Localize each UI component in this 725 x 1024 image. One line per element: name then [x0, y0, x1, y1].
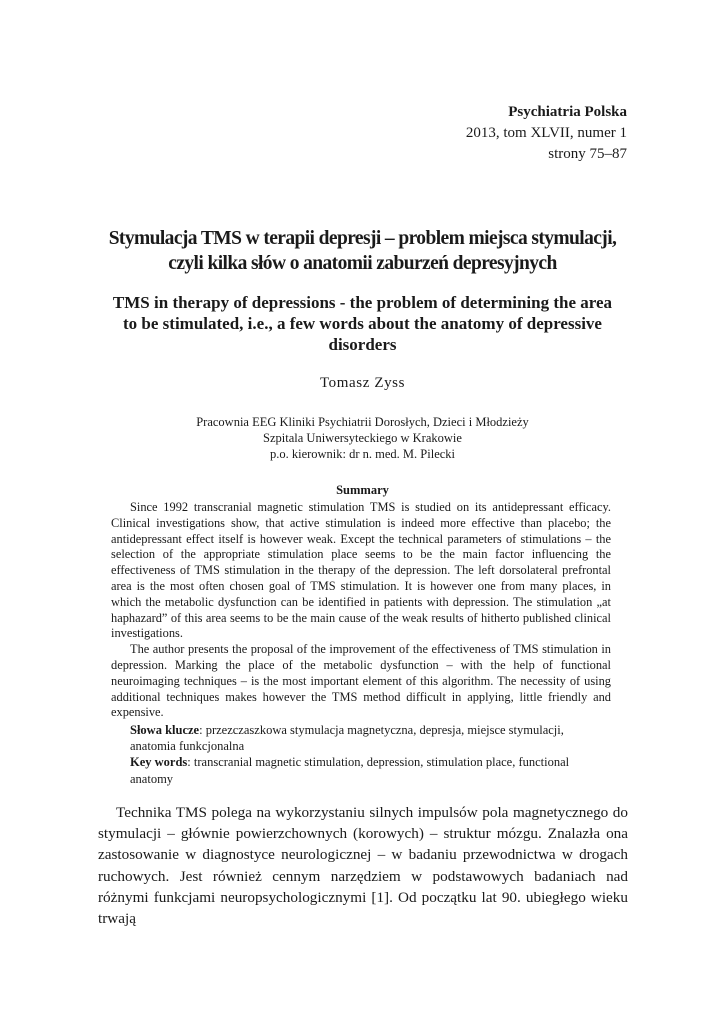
title-english-line: to be stimulated, i.e., a few words about the anatomy of depressive — [123, 314, 602, 333]
body-text — [98, 802, 628, 929]
title-english-line: disorders — [328, 335, 397, 354]
summary-abstract — [111, 500, 611, 721]
title-english — [80, 292, 645, 355]
journal-issue: 2013, tom XLVII, numer 1 — [465, 125, 627, 141]
affiliation — [120, 414, 605, 462]
keywords-block — [130, 722, 610, 787]
title-polish — [60, 226, 665, 276]
summary-heading: Summary — [336, 483, 389, 497]
affiliation-line: Szpitala Uniwersyteckiego w Krakowie — [263, 431, 462, 445]
keywords-polish — [130, 722, 610, 754]
keywords-english-text: : transcranial magnetic stimulation, depression, stimulation place, functional anatomy — [130, 755, 570, 786]
journal-name: Psychiatria Polska — [508, 104, 627, 120]
keywords-english — [130, 754, 610, 786]
title-polish-line: Stymulacja TMS w terapii depresji – problem miejsca stymulacji, — [108, 228, 617, 249]
affiliation-line: p.o. kierownik: dr n. med. M. Pilecki — [269, 447, 456, 461]
title-english-line: TMS in therapy of depressions - the problem of determining the area — [112, 293, 613, 312]
body-paragraph: Technika TMS polega na wykorzystaniu silnych impulsów pola magnetycznego do stymulacji – głównie powierzchownych (korowych) – struktur mózgu. Znalazła ona zastosowanie w diagnostyce neurologicznej – w badaniu przewodnictwa w drogach ruchowych. Jest również cennym narzędziem w podstawowych badaniach nad różnymi funkcjami neuropsychologicznymi [1]. Od początku lat 90. ubiegłego wieku trwają — [98, 804, 628, 928]
summary-paragraph: Since 1992 transcranial magnetic stimulation TMS is studied on its antidepressant efficacy. Clinical investigations show, that active stimulation is indeed more effective than placebo; the antidepressant effect itself is however weak. Except the technical parameters of stimulations – the selection of the appropriate stimulation place seems to be the main factor influencing the effectiveness of TMS stimulation in the therapy of the depression. The left dorsolateral prefrontal area is the most often chosen goal of TMS stimulation. It is however one from many places, in which the metabolic dysfunction can be identified in patients with depression. The stimulation „at haphazard” of this area seems to be the main cause of the weak results of hitherto published clinical investigations. — [111, 500, 611, 641]
title-polish-line: czyli kilka słów o anatomii zaburzeń depresyjnych — [168, 253, 557, 274]
journal-pages: strony 75–87 — [548, 146, 627, 162]
author-name: Tomasz Zyss — [319, 375, 406, 391]
keywords-polish-text: : przezczaszkowa stymulacja magnetyczna, depresja, miejsce stymulacji, anatomia funkcjonalna — [130, 723, 564, 754]
keywords-english-label: Key words — [130, 755, 188, 770]
keywords-polish-label: Słowa klucze — [130, 723, 200, 737]
journal-header — [466, 102, 627, 165]
affiliation-line: Pracownia EEG Kliniki Psychiatrii Dorosłych, Dzieci i Młodzieży — [196, 415, 529, 429]
summary-paragraph: The author presents the proposal of the improvement of the effectiveness of TMS stimulation in depression. Marking the place of the metabolic dysfunction – with the help of functional neuroimaging techniques – is the most important element of this algorithm. The necessity of using additional techniques makes however the TMS method difficult in applying, little friendly and expensive. — [111, 642, 611, 720]
